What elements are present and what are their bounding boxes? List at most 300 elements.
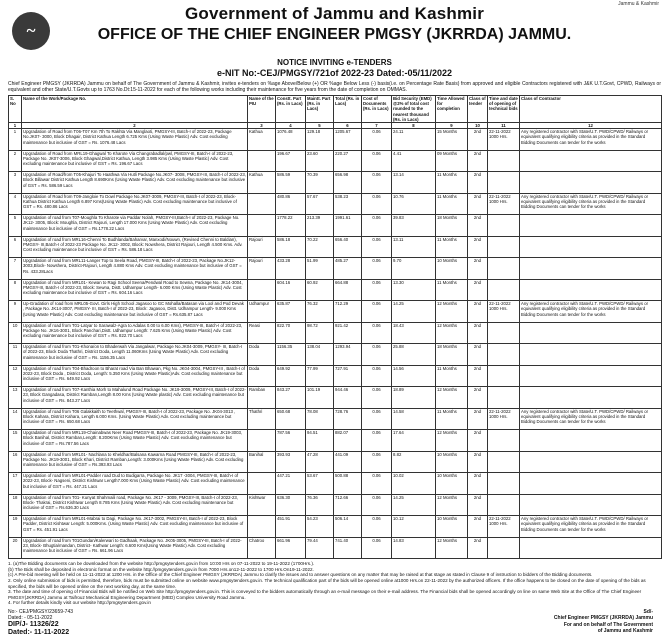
cell-opening [488,451,520,473]
cell-total: 220.27 [334,150,362,172]
cell-total: 485.27 [334,258,362,280]
column-header: Class of Contractor [520,96,662,123]
cell-constt: 447.21 [276,473,306,495]
cell-time: 10 Months [436,473,468,495]
cell-maintt: 53.67 [306,473,334,495]
signature-sd: Sd/- [643,608,653,615]
column-number: 8 [392,123,436,129]
cell-time: 09 Months [436,150,468,172]
cell-piu: Thathri [248,408,276,430]
cell-docs: 0.06 [362,172,392,194]
cell-sno: 16 [9,451,22,473]
cell-total: 1991.61 [334,215,362,237]
column-number: 6 [334,123,362,129]
cell-total: 921.42 [334,322,362,344]
cell-cls: 2nd [468,150,488,172]
table-row [9,129,662,151]
cell-work: Upgradation of road from MRL01-Mabrai to Dagi, Package No. JK17-3002, PMGSY-III, Batch-I of 2022-23, Block Padder, District Kishtwar Length: 5.000Kms. (Using Waste Plastic) Adv. Cost excluding maintenance but inclusive of GST = Rs. 451.91 Lacs [22,516,248,538]
cell-cls: 2nd [468,344,488,366]
cell-opening: 22-11-2022 1000 Hrs. [488,193,520,215]
column-header: Bid Security (EMD) @2% of total cost rounded to the nearest thousand (Rs. in Lacs) [392,96,436,123]
cell-constt: 480.86 [276,193,306,215]
column-number: 12 [520,123,662,129]
cell-constt: 787.56 [276,430,306,452]
cell-cls: 2nd [468,387,488,409]
cell-sno: 18 [9,494,22,516]
cell-work: Upgradation of Road from MRL19-Ghagwal To Kharote Via Changrabadlal/pwl, PMGSY-III, Batch-I of 2022-23, Package No. JK07-3006, Block Ghagwal,District Kathua, Length 3.985 Kms (Using Waste Plastic) Adv. Cost excluding maintenance but inclusive of GST = Rs. 196.67 Lacs [22,150,248,172]
cell-sno: 19 [9,516,22,538]
cell-opening [488,537,520,559]
cell-constt: 650.68 [276,408,306,430]
column-number: 2 [22,123,248,129]
cell-cls: 2nd [468,494,488,516]
cell-opening [488,279,520,301]
cell-constt: 843.27 [276,387,306,409]
table-row [9,451,662,473]
cell-constt: 649.92 [276,365,306,387]
cell-total: 656.40 [334,236,362,258]
cell-maintt: 76.32 [306,301,334,323]
cell-work: Upgradation of road from MRL11-Langer Top to Seela Road, PMGSY-III, Batch-I of 2022-23, Package No.JK12-3003,Block- Nowshera, District-Rajouri, Length 4.880 Kms Adv. Cost excluding maintenance but inclusive of GST = Rs. 433.28Lacs [22,258,248,280]
cell-total: 712.66 [334,494,362,516]
cell-emd: 9.70 [392,258,436,280]
cell-contractor [520,430,662,452]
footnote: (b) The Bids shall be deposited in electronic format on the website http://pmgsytenders.gov.in from 7000 Hrs.on12-11-2022 to 1700 Hrs.On19-11-2022. [8,566,314,572]
cell-emd: 14.25 [392,301,436,323]
cell-piu: Rajouri [248,236,276,258]
reference-block [8,609,73,637]
cell-contractor [520,322,662,344]
footnote: 1. (a)The Bidding documents can be downloaded from the website http://pmgsytenders.gov.in from 10:00 Hrs on 07-11-2022 to 19-11-2022 (1700Hrs.). [8,561,315,567]
cell-contractor [520,473,662,495]
cell-opening [488,150,520,172]
cell-sno: 4 [9,193,22,215]
column-header: Name of the Work/Package No. [22,96,248,123]
column-number: 10 [468,123,488,129]
tender-table [8,95,662,559]
table-row [9,279,662,301]
cell-work: Upgradation of road from T01Gundan/Kalerwari to Gadhaak, Package No. JK05-3005, PMGSY-III, Batch-I of 2022-23, Block- Bhugtia/mandan, District- Kathwar Length: 6.600 Kms(Using Waste Plastic) Adv. Cost excluding maintenance but inclusive of GST = Rs. 661.96 Lacs [22,537,248,559]
ref-date: Dated: - 05-11-2022 [8,614,53,621]
table-row [9,494,662,516]
cell-maintt: 138.04 [306,344,334,366]
cell-time: 11 Months [436,236,468,258]
cell-cls: 2nd [468,129,488,151]
column-header: Time and date of opening of technical bids [488,96,520,123]
footnote: 2. Only online submission of bids is permitted, therefore, bids must be submitted online on website www.pmgsytenders.gov.in. The technical qualification part of the bids will be opened online at1000 Hrs.on 22-11-2022 by the authorized officers. If the office happens to be closed on the date of opening of the bids as specified, the bids will be opened online on the next working day, at the same time. [8,578,646,589]
cell-maintt: 54.23 [306,516,334,538]
column-header: Time Allowed for completion [436,96,468,123]
cell-docs: 0.06 [362,537,392,559]
signatory-on-behalf: For and on behalf of The Government [563,621,653,628]
cell-contractor [520,387,662,409]
cell-piu: Banihal [248,451,276,473]
cell-docs: 0.06 [362,279,392,301]
cell-emd: 14.83 [392,537,436,559]
cell-work: Upgradation of road from MRL19-Chainabwas Neer Road PMGSY-III, Batch-I of 2022-23, Package No. JK19-3003, Block Banihal, District Ramban,Length: 8.200Kms (Using Waste Plastic) Adv. Cost excluding maintenance but inclusive of GST = Rs.787.56 Lacs [22,430,248,452]
cell-cls: 2nd [468,279,488,301]
cell-docs: 0.06 [362,129,392,151]
enit-number: e-NIT No:-CEJ/PMGSY/721of 2022-23 Dated:-05/11/2022 [216,68,453,78]
cell-opening [488,172,520,194]
cell-piu: Udhampur [248,301,276,323]
cell-cls: 2nd [468,365,488,387]
cell-time: 12 Months [436,494,468,516]
cell-piu: Ramban [248,387,276,409]
column-number: 4 [276,123,306,129]
office-title: OFFICE OF THE CHIEF ENGINEER PMGSY (JKRRDA) JAMMU. [97,26,572,43]
cell-sno: 14 [9,408,22,430]
cell-total: 882.07 [334,430,362,452]
cell-contractor [520,344,662,366]
cell-sno: 2 [9,150,22,172]
cell-contractor: Any registered contractor with State/U.T. PWD/CPWD/ Railways or equivalent qualifying eligibility criteria as provided in the Standard Bidding Documents can tender for the works [520,129,662,151]
table-row [9,537,662,559]
cell-maintt: 47.28 [306,451,334,473]
cell-constt: 393.93 [276,451,306,473]
pmgsy-logo: ~ [12,12,50,50]
cell-docs: 0.06 [362,494,392,516]
column-number: 1 [9,123,22,129]
cell-work: Upgradation of road from T06 Galakkaith to Teethwal, PMGSY-III, Batch-I of 2022-23, Package No. JK04-3013 , Block Kahara, District Kahara, Length 6.000 Kms. (Using Waste Plastic) Adv. Cost excluding maintenance but inclusive of GST = Rs. 650.68 Lacs [22,408,248,430]
cell-opening: 22-11-2022 1000 Hrs. [488,301,520,323]
cell-docs: 0.06 [362,150,392,172]
cell-piu: Rajouri [248,258,276,280]
cell-cls: 2nd [468,322,488,344]
cell-work: Upgradation of Road from T09-Jangloie To Dowl Package No.JK07-3009, PMGSY-III, Batch-I of 2022-23, Block- Kathua District Kathua Length 6.897 Kms(Using Waste Plastic) Adv. Cost excluding maintenance but inclusive of GST = Rs. 480.86 Lacs [22,193,248,215]
cell-opening [488,430,520,452]
dip-number: DIP/J- 11326/22 [8,620,59,628]
column-number: 9 [436,123,468,129]
cell-contractor: Any registered contractor with State/U.T. PWD/CPWD/ Railways or equivalent qualifying eligibility criteria as provided in the Standard Bidding Documents can tender for the works [520,193,662,215]
cell-total: 1205.67 [334,129,362,151]
cell-emd: 10.02 [392,473,436,495]
table-row [9,516,662,538]
cell-time: 11 Months [436,365,468,387]
cell-emd: 39.83 [392,215,436,237]
table-row [9,215,662,237]
cell-contractor [520,172,662,194]
cell-contractor [520,215,662,237]
cell-docs: 0.06 [362,236,392,258]
cell-piu [248,279,276,301]
footnote: 4. For further details kindly visit our website http://pmgsytenders.gov.in [8,600,151,606]
cell-piu: Doda [248,365,276,387]
footnote: (c) A Pre-bid meeting will be held on 11-11-2022 at 1200 Hrs. in the Office of the Chief Engineer PMGSY (JKRRDA) Jammu to clarify the issues and to answer questions on any matter that may be raised at that stage as stated in Clause 9 of instruction to bidders of the Bidding documents. [8,572,593,578]
cell-emd: 10.12 [392,516,436,538]
cell-piu [248,193,276,215]
cell-total: 506.14 [334,516,362,538]
cell-docs: 0.06 [362,258,392,280]
cell-constt: 1778.22 [276,215,306,237]
column-number: 3 [248,123,276,129]
cell-piu [248,430,276,452]
column-header: Total (Rs. in Lacs) [334,96,362,123]
cell-constt: 635.87 [276,301,306,323]
table-row [9,172,662,194]
cell-maintt: 94.51 [306,430,334,452]
table-row [9,387,662,409]
cell-piu: Kathua [248,129,276,151]
cell-maintt: 98.72 [306,322,334,344]
cell-sno: 10 [9,322,22,344]
cell-cls: 2nd [468,430,488,452]
footer [8,609,661,643]
cell-sno: 8 [9,279,22,301]
cell-docs: 0.06 [362,193,392,215]
cell-piu [248,473,276,495]
cell-emd: 18.43 [392,322,436,344]
corner-text: Jammu & Kashmir [618,1,659,7]
column-header: Cost of Documents (Rs. in Lacs) [362,96,392,123]
cell-time: 10 Months [436,516,468,538]
cell-docs: 0.06 [362,215,392,237]
column-header: Maintt. Part (Rs. in Lacs) [306,96,334,123]
cell-emd: 4.41 [392,150,436,172]
cell-sno: 5 [9,215,22,237]
cell-opening: 22-11-2022 1000 Hrs. [488,129,520,151]
table-row [9,344,662,366]
cell-constt: 1156.35 [276,344,306,366]
cell-total: 944.46 [334,387,362,409]
cell-time: 18 Months [436,215,468,237]
cell-constt: 451.91 [276,516,306,538]
cell-opening: 22-11-2022 1000 Hrs. [488,408,520,430]
cell-piu: Kishtwar [248,494,276,516]
column-number: 11 [488,123,520,129]
cell-cls: 2nd [468,473,488,495]
column-header: Constt. Part (Rs. in Lacs) [276,96,306,123]
cell-total: 441.09 [334,451,362,473]
cell-opening [488,344,520,366]
table-row [9,322,662,344]
cell-contractor: Any registered contractor with State/U.T. PWD/CPWD/ Railways or equivalent qualifying eligibility criteria as provided in the Standard Bidding Documents can tender for the works [520,408,662,430]
signatory-government: of Jammu and Kashmir [597,628,653,635]
cell-emd: 10.76 [392,193,436,215]
cell-maintt: 78.08 [306,408,334,430]
cell-maintt: 70.39 [306,172,334,194]
cell-maintt: 57.67 [306,193,334,215]
cell-sno: 6 [9,236,22,258]
cell-emd: 24.11 [392,129,436,151]
cell-maintt: 213.39 [306,215,334,237]
cell-docs: 0.06 [362,451,392,473]
column-header: Class of tender [468,96,488,123]
cell-opening [488,215,520,237]
cell-emd: 18.89 [392,387,436,409]
table-header-row [9,96,662,123]
cell-sno: 1 [9,129,22,151]
cell-emd: 13.11 [392,236,436,258]
cell-time: 12 Months [436,322,468,344]
cell-docs: 0.06 [362,473,392,495]
cell-constt: 661.96 [276,537,306,559]
cell-work: Upgradation of road from T01-Latyar to Sarawalz-Agra to Adalas 0.00 to 6.00 Kms), PMGSY-III, Batch-I of 2022-23, Package No. JK16-3001, Block Panchari,Distt. Udhampur Length: 7.625 Kms (Using Waste Plastic) Adv. Cost excluding maintenance but inclusive of GST = Rs. 822.70 Lacs [22,322,248,344]
cell-emd: 8.82 [392,451,436,473]
footnotes [8,561,661,606]
cell-cls: 2nd [468,451,488,473]
cell-cls: 2nd [468,236,488,258]
cell-time: 12 Months [436,430,468,452]
column-header: Name of the PIU [248,96,276,123]
cell-work: Upgradation of road from T04-Bhadroon to Bharat road Via Ban Bhawan, Pkg No. JK04-3004, PMGSY-III , Batch-I of 2022-23, Block Doda , District Doda, Length: 5.350 Kms (Using Waste Plastic)Adv. Cost excluding maintenance but inclusive of GST = Rs. 649.92 Lacs [22,365,248,387]
cell-constt: 586.59 [276,172,306,194]
cell-maintt: 60.92 [306,279,334,301]
cell-work: Upgradation of road from MRL01-Padder road Dud to Budigarra, Package No. JK17 -3004, PMGSY-III, Batch-I of 2022-23, Block- Nagseni, District Kishtwar Length7.000 Kms (Using Waste Plastic) Adv. Cost excluding maintenance but inclusive of GST = Rs. 447.21 Lacs [22,473,248,495]
cell-piu: Reasi [248,322,276,344]
cell-time: 11 Months [436,193,468,215]
cell-total: 1293.94 [334,344,362,366]
cell-constt: 586.18 [276,236,306,258]
cell-work: Upgradation of road from T07-Kanthia Morh to Mahalund Road Package No. JK19-3009, PMGSY-III, Batch-I of 2022-23, Block Gangadasa, District Ramban,Length 8.00 Kms (Using Waste plastic) Adv. Cost excluding maintenance but inclusive of GST = Rs. 843.27 Lacs [22,387,248,409]
cell-emd: 17.64 [392,430,436,452]
cell-piu: Kathua [248,172,276,194]
cell-work: Upgradation of road from MRL01- Nachlana to Kheldhar/Balsana Kawarna Road PMGSY-III, Batch-I of 2022-23, Package No. JK19-3001, Block Khari, District Ramban,Length: 3.000Kms (Using Waste Plastic) Adv. Cost excluding maintenance but inclusive of GST = Rs.393.93 Lacs [22,451,248,473]
cell-sno: 12 [9,365,22,387]
footnote: 3. The date and time of opening of Financial Bids will be notified on Web Site http://pmgsytenders.gov.in. This is conveyed to the bidders automatically through an e-mail message on their e-mail address. The Financial bids shall be opened accordingly on line on same Web Site at the Office of The Chief Engineer PMGSY(JKRRDA) Jammu at Taifrouz Mechanical Engineering Department (MED) Complex University Road Jammu. [8,589,642,600]
cell-time: 12 Months [436,387,468,409]
cell-docs: 0.06 [362,301,392,323]
cell-contractor [520,258,662,280]
cell-work: Upgradation of road from T01-Khona/on to Bhaderwah Via Jangalwar, Package No.JK04-3009, PMGSY- III, Batch-I of 2022-23, Block Doda Thathri, District Doda, Length 11.060Kms (Using Waste Plastic) Adv. Cost excluding maintenance but inclusive of GST = Rs. 1156.35 Lacs [22,344,248,366]
cell-contractor [520,236,662,258]
cell-contractor: Any registered contractor with State/U.T. PWD/CPWD/ Railways or equivalent qualifying eligibility criteria as provided in the Standard Bidding Documents can tender for the works [520,516,662,538]
cell-opening [488,236,520,258]
cell-maintt: 79.44 [306,537,334,559]
cell-time: 10 Months [436,258,468,280]
cell-docs: 0.06 [362,516,392,538]
cell-piu [248,150,276,172]
cell-constt: 433.28 [276,258,306,280]
cell-cls: 2nd [468,301,488,323]
cell-total: 500.88 [334,473,362,495]
table-row [9,430,662,452]
cell-constt: 1076.48 [276,129,306,151]
cell-total: 656.98 [334,172,362,194]
cell-total: 727.91 [334,365,362,387]
cell-cls: 2nd [468,172,488,194]
cell-opening [488,494,520,516]
cell-time: 11 Months [436,172,468,194]
table-row [9,473,662,495]
cell-contractor: Any registered contractor with State/U.T. PWD/CPWD/ Railways or equivalent qualifying eligibility criteria as provided in the Standard Bidding Documents can tender for the works [520,301,662,323]
cell-maintt: 76.36 [306,494,334,516]
cell-cls: 2nd [468,408,488,430]
cell-sno: 11 [9,344,22,366]
cell-docs: 0.06 [362,365,392,387]
column-number: 7 [362,123,392,129]
cell-total: 538.23 [334,193,362,215]
cell-total: 728.76 [334,408,362,430]
cell-total: 664.88 [334,279,362,301]
table-row [9,193,662,215]
cell-sno: 9 [9,301,22,323]
cell-maintt: 77.99 [306,365,334,387]
cell-maintt: 23.60 [306,150,334,172]
cell-work: Upgradation of Road/from T05-Khajuri To Haathwa Via Hutli Package No.JK07- 3008, PMGSY-III, Batch-I of 2022-23, Block Billawar District Kathua Length 8.690Kms (Using Waste Plastic) Adv. Cost excluding maintenance but inclusive of GST = Rs. 586.59 Lacs [22,172,248,194]
cell-contractor [520,150,662,172]
cell-contractor [520,279,662,301]
cell-work: Upgradation of road from MRL01- Kewan to Ragi School Seena/Pendwal Road to Sewna, Package No. JK14-3004, PMGSY-III, Batch-I of 2022-23, Block: Sewna, Distt. Udhampur Length- 6.000 Kms (Using Waste Plastic) Adv. Cost excluding maintenance but inclusive of GST = Rs. 604.16 Lacs [22,279,248,301]
cell-emd: 25.88 [392,344,436,366]
cell-work: Upgradation of road from T01- Kunyat Shahmaili road, Package No. JK17 - 3009, PMGSY-III, Batch-I of 2022-23, Block- Thakrai, District Kishtwar Length 8.785 Kms (Using Waste Plastic) Adv. Cost excluding maintenance but inclusive of GST = Rs.636.30 Lacs [22,494,248,516]
cell-opening [488,258,520,280]
cell-time: 15 Months [436,129,468,151]
cell-cls: 2nd [468,258,488,280]
cell-sno: 7 [9,258,22,280]
cell-cls: 2nd [468,215,488,237]
ref-number: No:- CEJ/PMGSY/23659-743 [8,608,74,615]
intro-paragraph: Chief Engineer PMGSY (JKRRDA) Jammu on behalf of The Government of Jammu & Kashmir, invites e-tenders on %age Above/Below (+) OR %age Below Less (-) basis(i.e. on Percentage Rate Basis) from approved and eligible Contractors registered with J&K U.T.Govt, CPWD, Railways or equivalent and other State/U.T.Govts up to 1763 No.Dt:15-11-2022 for each of the following works including their maintenance for five years from the date of completion on OMMAS. [8,81,661,93]
table-row [9,258,662,280]
table-row [9,236,662,258]
cell-sno: 17 [9,473,22,495]
signatory-designation: Chief Engineer PMGSY (JKRRDA) Jammu [553,615,653,622]
cell-emd: 13.30 [392,279,436,301]
cell-constt: 636.30 [276,494,306,516]
table-row [9,365,662,387]
cell-contractor [520,451,662,473]
cell-maintt: 70.22 [306,236,334,258]
cell-time: 11 Months [436,279,468,301]
cell-sno: 3 [9,172,22,194]
cell-contractor [520,494,662,516]
cell-docs: 0.06 [362,408,392,430]
cell-piu [248,516,276,538]
cell-maintt: 101.19 [306,387,334,409]
notice-header [8,1,661,56]
cell-piu: Chatroo [248,537,276,559]
table-body [9,129,662,559]
cell-emd: 14.56 [392,365,436,387]
cell-total: 741.40 [334,537,362,559]
cell-opening [488,473,520,495]
cell-cls: 2nd [468,537,488,559]
government-title: Government of Jammu and Kashmir [184,4,485,23]
cell-time: 12 Months [436,301,468,323]
cell-constt: 196.67 [276,150,306,172]
cell-work: Upgradation of Road from T06-T07 Km 7th To Rakhta Via Manglaoti, PMGSY-III, Batch-I of 2022-23, Package No.JK07- 3000, Block Dhagair, District Kathua Length 6.725 Kms (Using Waste Plastic) Adv. Cost excluding maintenance but inclusive of GST = Rs. 1076.48 Lacs [22,129,248,151]
cell-sno: 15 [9,430,22,452]
cell-work: Upgradation of road from MRL16-Chenni To Budhlanda/Baharvar, Manxodi/Nouwn, (Revised Chenni to Baldian), PMGSY- III,Batch-I of 2022-23 Package No. JK12- 3002, Block: Nowshera, District Rajouri, Length 4.500 Kms. Adv. Cost excluding maintenance but inclusive of GST = Rs. 586.18 Lacs [22,236,248,258]
cell-work: Up-Gradation of road from MRL05-Govt. Girls High School Jagasoo to GC Mohalla/Batasan via Lool and Pod Devak , Package No. JK14-3007, PMGSY- III, Batch-I of 2022-23, Block: Jagasoo, Distt. Udhampur Length- 9.000 Kms (Using Waste Plastic) Adv. Cost excluding maintenance but inclusive of GST = Rs.635.87 Lacs [22,301,248,323]
cell-opening: 22-11-2022 1000 Hrs. [488,516,520,538]
cell-contractor [520,537,662,559]
dip-date: Dated:- 11-11-2022 [8,628,70,636]
cell-time: 10 Months [436,451,468,473]
cell-piu: Doda [248,344,276,366]
cell-cls: 2nd [468,516,488,538]
cell-maintt: 129.18 [306,129,334,151]
cell-opening [488,387,520,409]
cell-opening [488,365,520,387]
cell-emd: 14.25 [392,494,436,516]
table-row [9,408,662,430]
cell-docs: 0.06 [362,387,392,409]
cell-contractor [520,365,662,387]
notice-title: NOTICE INVITING e-TENDERS [277,58,392,67]
cell-constt: 822.70 [276,322,306,344]
cell-sno: 13 [9,387,22,409]
cell-docs: 0.06 [362,430,392,452]
cell-docs: 0.06 [362,322,392,344]
cell-time: 11 Months [436,408,468,430]
column-header: S. No [9,96,22,123]
table-row [9,301,662,323]
cell-piu [248,215,276,237]
cell-maintt: 51.99 [306,258,334,280]
cell-emd: 14.58 [392,408,436,430]
